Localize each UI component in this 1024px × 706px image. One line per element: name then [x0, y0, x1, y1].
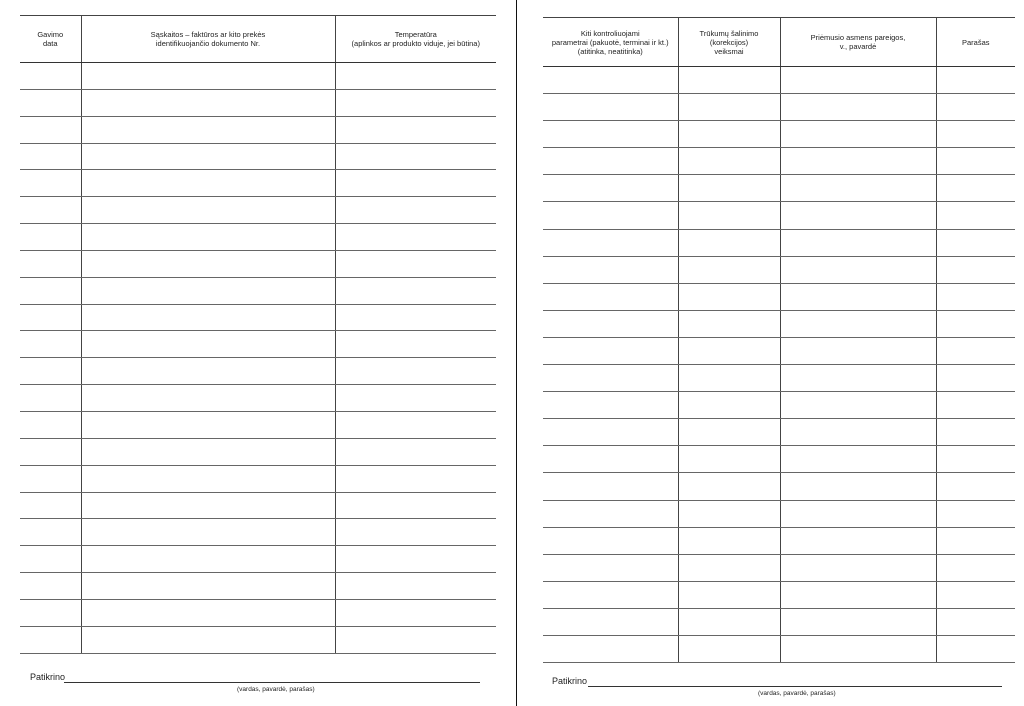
entry-cell[interactable]	[780, 229, 936, 256]
checked-by-signature-line[interactable]	[588, 686, 1002, 687]
entry-cell[interactable]	[678, 121, 780, 148]
entry-cell[interactable]	[81, 438, 335, 465]
left-table-body	[20, 63, 496, 654]
entry-cell[interactable]	[678, 229, 780, 256]
entry-cell[interactable]	[678, 473, 780, 500]
entry-cell[interactable]	[780, 473, 936, 500]
entry-cell[interactable]	[678, 283, 780, 310]
entry-cell[interactable]	[678, 337, 780, 364]
entry-cell[interactable]	[335, 116, 496, 143]
entry-cell[interactable]	[543, 500, 678, 527]
entry-cell[interactable]	[20, 197, 81, 224]
entry-cell[interactable]	[936, 310, 1015, 337]
table-row	[20, 250, 496, 277]
entry-cell[interactable]	[936, 121, 1015, 148]
table-row	[543, 229, 1015, 256]
table-row	[20, 385, 496, 412]
entry-cell[interactable]	[20, 411, 81, 438]
entry-cell[interactable]	[936, 392, 1015, 419]
entry-cell[interactable]	[335, 599, 496, 626]
entry-cell[interactable]	[81, 465, 335, 492]
entry-cell[interactable]	[20, 358, 81, 385]
entry-cell[interactable]	[81, 546, 335, 573]
entry-cell[interactable]	[780, 94, 936, 121]
entry-cell[interactable]	[936, 635, 1015, 662]
table-row	[543, 256, 1015, 283]
entry-cell[interactable]	[81, 304, 335, 331]
entry-cell[interactable]	[678, 175, 780, 202]
entry-cell[interactable]	[780, 283, 936, 310]
entry-cell[interactable]	[678, 67, 780, 94]
entry-cell[interactable]	[936, 608, 1015, 635]
entry-cell[interactable]	[20, 492, 81, 519]
header-invoice-number: Sąskaitos – faktūros ar kito prekės identifikuojančio dokumento Nr.	[81, 16, 335, 63]
entry-cell[interactable]	[20, 626, 81, 653]
page-spine-divider	[516, 0, 517, 706]
entry-cell[interactable]	[20, 116, 81, 143]
entry-cell[interactable]	[335, 170, 496, 197]
entry-cell[interactable]	[780, 392, 936, 419]
table-row	[20, 143, 496, 170]
entry-cell[interactable]	[543, 94, 678, 121]
table-row	[543, 500, 1015, 527]
entry-cell[interactable]	[780, 527, 936, 554]
table-row	[543, 337, 1015, 364]
entry-cell[interactable]	[81, 331, 335, 358]
entry-cell[interactable]	[81, 89, 335, 116]
table-row	[20, 465, 496, 492]
entry-cell[interactable]	[335, 546, 496, 573]
entry-cell[interactable]	[780, 581, 936, 608]
entry-cell[interactable]	[20, 519, 81, 546]
entry-cell[interactable]	[543, 608, 678, 635]
table-row	[543, 175, 1015, 202]
entry-cell[interactable]	[81, 385, 335, 412]
entry-cell[interactable]	[936, 337, 1015, 364]
entry-cell[interactable]	[81, 63, 335, 90]
table-row	[543, 608, 1015, 635]
entry-cell[interactable]	[543, 337, 678, 364]
table-row	[543, 473, 1015, 500]
entry-cell[interactable]	[20, 143, 81, 170]
table-row	[543, 283, 1015, 310]
table-row	[543, 310, 1015, 337]
entry-cell[interactable]	[780, 67, 936, 94]
entry-cell[interactable]	[81, 197, 335, 224]
entry-cell[interactable]	[335, 492, 496, 519]
entry-cell[interactable]	[780, 365, 936, 392]
entry-cell[interactable]	[20, 331, 81, 358]
entry-cell[interactable]	[936, 148, 1015, 175]
entry-cell[interactable]	[81, 116, 335, 143]
table-row	[20, 197, 496, 224]
entry-cell[interactable]	[936, 229, 1015, 256]
entry-cell[interactable]	[678, 419, 780, 446]
left-header-row	[20, 16, 496, 63]
table-row	[543, 419, 1015, 446]
left-checked-by	[30, 672, 490, 696]
entry-cell[interactable]	[20, 170, 81, 197]
table-row	[20, 116, 496, 143]
table-row	[20, 304, 496, 331]
table-row	[543, 635, 1015, 662]
entry-cell[interactable]	[81, 599, 335, 626]
table-row	[20, 358, 496, 385]
entry-cell[interactable]	[543, 229, 678, 256]
entry-cell[interactable]	[936, 175, 1015, 202]
table-row	[20, 519, 496, 546]
header-other-parameters: Kiti kontroliuojami parametrai (pakuotė, terminai ir kt.) (atitinka, neatitinka)	[543, 18, 678, 67]
entry-cell[interactable]	[543, 554, 678, 581]
entry-cell[interactable]	[20, 304, 81, 331]
entry-cell[interactable]	[335, 573, 496, 600]
entry-cell[interactable]	[936, 419, 1015, 446]
entry-cell[interactable]	[678, 554, 780, 581]
entry-cell[interactable]	[780, 175, 936, 202]
entry-cell[interactable]	[335, 63, 496, 90]
header-temperature: Temperatūra (aplinkos ar produkto viduje, jei būtina)	[335, 16, 496, 63]
entry-cell[interactable]	[20, 385, 81, 412]
entry-cell[interactable]	[81, 626, 335, 653]
table-row	[543, 67, 1015, 94]
entry-cell[interactable]	[20, 438, 81, 465]
entry-cell[interactable]	[678, 446, 780, 473]
entry-cell[interactable]	[936, 67, 1015, 94]
header-receipt-date: Gavimo data	[20, 16, 81, 63]
entry-cell[interactable]	[81, 573, 335, 600]
table-row	[20, 170, 496, 197]
entry-cell[interactable]	[543, 202, 678, 229]
entry-cell[interactable]	[81, 492, 335, 519]
entry-cell[interactable]	[678, 202, 780, 229]
entry-cell[interactable]	[543, 310, 678, 337]
table-row	[543, 581, 1015, 608]
entry-cell[interactable]	[543, 419, 678, 446]
entry-cell[interactable]	[780, 121, 936, 148]
table-row	[20, 546, 496, 573]
header-corrective-actions: Trūkumų šalinimo (korekcijos) veiksmai	[678, 18, 780, 67]
entry-cell[interactable]	[936, 527, 1015, 554]
entry-cell[interactable]	[20, 599, 81, 626]
right-checked-by	[552, 676, 1012, 700]
entry-cell[interactable]	[780, 337, 936, 364]
table-row	[543, 148, 1015, 175]
table-row	[20, 277, 496, 304]
entry-cell[interactable]	[543, 527, 678, 554]
entry-cell[interactable]	[20, 250, 81, 277]
entry-cell[interactable]	[543, 392, 678, 419]
entry-cell[interactable]	[81, 224, 335, 251]
entry-cell[interactable]	[678, 581, 780, 608]
entry-cell[interactable]	[678, 500, 780, 527]
entry-cell[interactable]	[780, 500, 936, 527]
entry-cell[interactable]	[335, 465, 496, 492]
checked-by-hint: (vardas, pavardė, parašas)	[237, 686, 315, 693]
entry-cell[interactable]	[543, 175, 678, 202]
entry-cell[interactable]	[81, 358, 335, 385]
entry-cell[interactable]	[936, 256, 1015, 283]
entry-cell[interactable]	[936, 283, 1015, 310]
entry-cell[interactable]	[335, 89, 496, 116]
entry-cell[interactable]	[335, 250, 496, 277]
table-row	[543, 94, 1015, 121]
checked-by-hint: (vardas, pavardė, parašas)	[758, 690, 836, 697]
entry-cell[interactable]	[335, 304, 496, 331]
table-row	[543, 554, 1015, 581]
entry-cell[interactable]	[81, 519, 335, 546]
table-row	[543, 121, 1015, 148]
table-row	[20, 438, 496, 465]
entry-cell[interactable]	[936, 473, 1015, 500]
entry-cell[interactable]	[543, 365, 678, 392]
entry-cell[interactable]	[678, 310, 780, 337]
entry-cell[interactable]	[780, 608, 936, 635]
entry-cell[interactable]	[81, 277, 335, 304]
entry-cell[interactable]	[20, 573, 81, 600]
entry-cell[interactable]	[936, 94, 1015, 121]
table-row	[20, 626, 496, 653]
entry-cell[interactable]	[20, 224, 81, 251]
entry-cell[interactable]	[543, 473, 678, 500]
table-row	[543, 202, 1015, 229]
entry-cell[interactable]	[81, 143, 335, 170]
entry-cell[interactable]	[335, 143, 496, 170]
table-row	[20, 573, 496, 600]
entry-cell[interactable]	[780, 310, 936, 337]
entry-cell[interactable]	[335, 358, 496, 385]
entry-cell[interactable]	[335, 385, 496, 412]
entry-cell[interactable]	[20, 277, 81, 304]
entry-cell[interactable]	[335, 197, 496, 224]
entry-cell[interactable]	[543, 581, 678, 608]
entry-cell[interactable]	[335, 626, 496, 653]
entry-cell[interactable]	[780, 446, 936, 473]
entry-cell[interactable]	[678, 608, 780, 635]
entry-cell[interactable]	[780, 419, 936, 446]
table-row	[20, 224, 496, 251]
entry-cell[interactable]	[335, 438, 496, 465]
checked-by-label: Patikrino	[552, 676, 588, 686]
entry-cell[interactable]	[678, 148, 780, 175]
entry-cell[interactable]	[335, 411, 496, 438]
entry-cell[interactable]	[678, 635, 780, 662]
entry-cell[interactable]	[543, 635, 678, 662]
entry-cell[interactable]	[780, 554, 936, 581]
entry-cell[interactable]	[936, 581, 1015, 608]
entry-cell[interactable]	[81, 170, 335, 197]
entry-cell[interactable]	[81, 411, 335, 438]
entry-cell[interactable]	[543, 121, 678, 148]
entry-cell[interactable]	[543, 148, 678, 175]
entry-cell[interactable]	[936, 500, 1015, 527]
entry-cell[interactable]	[780, 256, 936, 283]
entry-cell[interactable]	[335, 277, 496, 304]
table-row	[20, 492, 496, 519]
entry-cell[interactable]	[936, 554, 1015, 581]
entry-cell[interactable]	[20, 63, 81, 90]
entry-cell[interactable]	[936, 446, 1015, 473]
entry-cell[interactable]	[335, 224, 496, 251]
left-log-table	[20, 15, 496, 654]
entry-cell[interactable]	[543, 283, 678, 310]
entry-cell[interactable]	[678, 392, 780, 419]
entry-cell[interactable]	[543, 67, 678, 94]
table-row	[543, 446, 1015, 473]
header-receiver-position-name: Priėmusio asmens pareigos, v., pavardė	[780, 18, 936, 67]
table-row	[543, 365, 1015, 392]
entry-cell[interactable]	[780, 202, 936, 229]
entry-cell[interactable]	[543, 256, 678, 283]
entry-cell[interactable]	[335, 331, 496, 358]
entry-cell[interactable]	[780, 148, 936, 175]
entry-cell[interactable]	[678, 365, 780, 392]
entry-cell[interactable]	[678, 527, 780, 554]
right-table-body	[543, 67, 1015, 663]
table-row	[20, 599, 496, 626]
table-row	[20, 331, 496, 358]
entry-cell[interactable]	[81, 250, 335, 277]
entry-cell[interactable]	[20, 465, 81, 492]
table-row	[543, 392, 1015, 419]
entry-cell[interactable]	[335, 519, 496, 546]
checked-by-signature-line[interactable]	[64, 682, 480, 683]
header-signature: Parašas	[936, 18, 1015, 67]
entry-cell[interactable]	[780, 635, 936, 662]
table-row	[20, 411, 496, 438]
entry-cell[interactable]	[543, 446, 678, 473]
table-row	[543, 527, 1015, 554]
table-row	[20, 63, 496, 90]
entry-cell[interactable]	[678, 94, 780, 121]
entry-cell[interactable]	[20, 89, 81, 116]
entry-cell[interactable]	[936, 202, 1015, 229]
checked-by-label: Patikrino	[30, 672, 66, 682]
entry-cell[interactable]	[936, 365, 1015, 392]
table-row	[20, 89, 496, 116]
right-log-table	[543, 17, 1015, 663]
entry-cell[interactable]	[20, 546, 81, 573]
right-header-row	[543, 18, 1015, 67]
entry-cell[interactable]	[678, 256, 780, 283]
